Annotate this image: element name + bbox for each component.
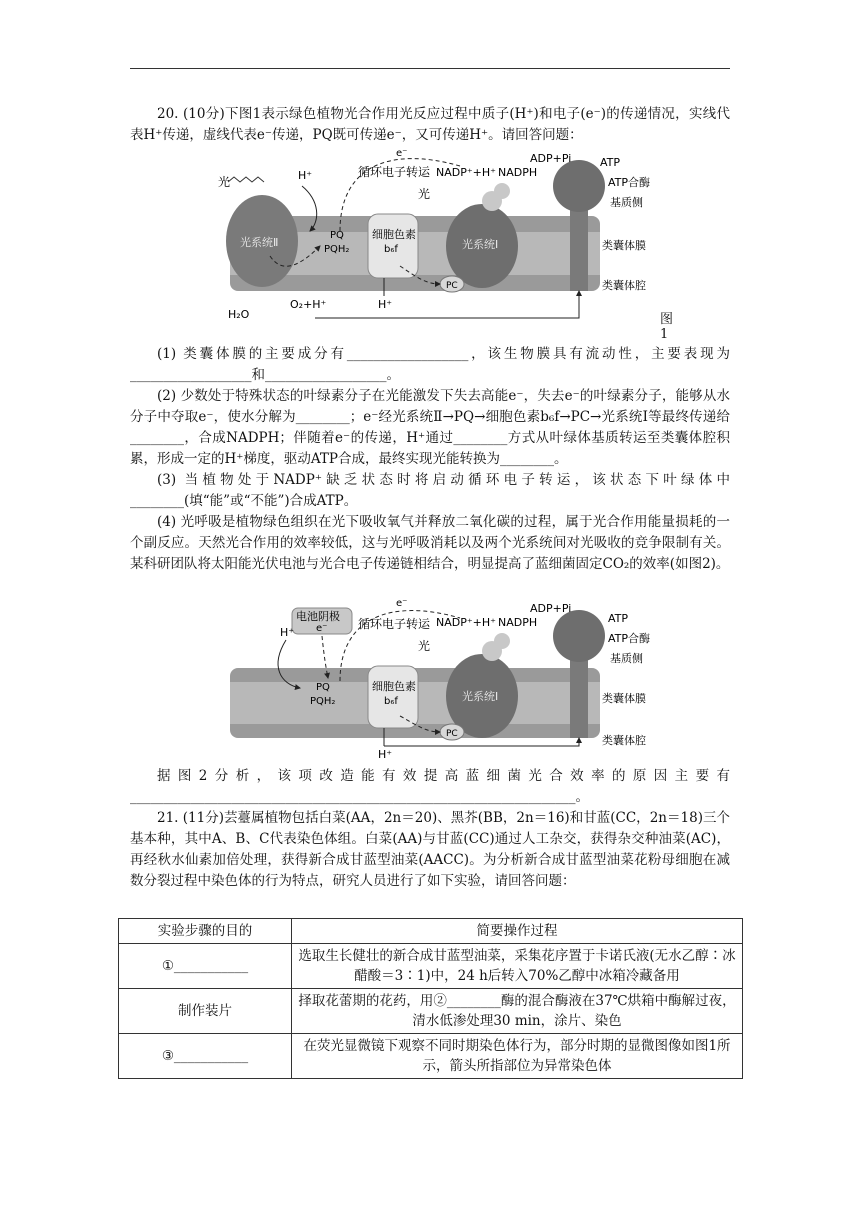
e-minus-label-top: e⁻ xyxy=(396,148,408,159)
cycle-label: 循环电子转运 xyxy=(358,165,431,179)
lumen-label: 类囊体腔 xyxy=(602,279,646,292)
light-label-1: 光 xyxy=(218,175,231,189)
atp-synthase-head-2 xyxy=(553,610,605,662)
q20-part3: (3) 当植物处于NADP⁺缺乏状态时将启动循环电子转运，该状态下叶绿体中________(填“能”或“不能”)合成ATP。 xyxy=(130,472,730,509)
table-cell: 制作装片 xyxy=(119,989,292,1034)
stroma-label-2: 基质侧 xyxy=(610,652,643,665)
e-minus-label-top-2: e⁻ xyxy=(396,598,408,609)
q20-intro: 20. (10分)下图1表示绿色植物光合作用光反应过程中质子(H⁺)和电子(e⁻)的传递情况，实线代表H⁺传递，虚线代表e⁻传递，PQ既可传递e⁻，又可传递H⁺。请回答问题： xyxy=(130,106,730,143)
light-label-2: 光 xyxy=(418,187,431,201)
figure-2-diagram xyxy=(200,596,680,762)
table-row xyxy=(119,944,743,989)
figure-1-caption: 图1 xyxy=(660,312,674,342)
psi-label: 光系统Ⅰ xyxy=(462,238,499,251)
battery-e-label: e⁻ xyxy=(316,623,328,634)
figure-1-diagram xyxy=(200,146,680,336)
q20-part2: (2) 少数处于特殊状态的叶绿素分子在光能激发下失去高能e⁻，失去e⁻的叶绿素分子，能够从水分子中夺取e⁻，使水分解为________；e⁻经光系统Ⅱ→PQ→细胞色素b₆f→PC→光系统Ⅰ等最终传递给________，合成NADPH；伴随着e⁻的传递，H⁺通过________方式从叶绿体基质转运至类囊体腔积累，形成一定的H⁺梯度，驱动ATP合成，最终实现光能转换为________。 xyxy=(130,388,730,467)
light-wave-1 xyxy=(228,177,264,182)
table-row xyxy=(119,1034,743,1079)
atp-synthase-label-2: ATP合酶 xyxy=(608,632,651,645)
nadph-label-2: NADPH xyxy=(498,616,538,629)
membrane-label: 类囊体膜 xyxy=(602,239,646,252)
stroma-label: 基质侧 xyxy=(610,196,643,209)
h-plus-label-3: H⁺ xyxy=(280,626,295,639)
pqh2-label-2: PQH₂ xyxy=(310,696,336,707)
atp-synthase-head xyxy=(553,160,605,212)
membrane-label-2: 类囊体膜 xyxy=(602,692,646,705)
nadp-label: NADP⁺+H⁺ xyxy=(436,166,496,179)
table-row xyxy=(119,989,743,1034)
q20-part1: (1) 类囊体膜的主要成分有__________________，该生物膜具有流动性，主要表现为__________________和__________________。 xyxy=(130,346,730,383)
atp-label-2: ATP xyxy=(608,612,629,625)
table-header-cell: 实验步骤的目的 xyxy=(119,919,292,944)
nadp-label-2: NADP⁺+H⁺ xyxy=(436,616,496,629)
psi-label-2: 光系统Ⅰ xyxy=(462,690,499,703)
table-cell: ①___________ xyxy=(119,944,292,989)
table-cell: ③___________ xyxy=(119,1034,292,1079)
pq-label-2: PQ xyxy=(316,682,330,693)
figure-1 xyxy=(200,146,680,342)
b6f-label-2: b₆f xyxy=(384,696,398,707)
nadph-label: NADPH xyxy=(498,166,538,179)
adp-label-2: ADP+Pi xyxy=(530,602,572,615)
figure-2 xyxy=(200,596,680,762)
adp-label: ADP+Pi xyxy=(530,152,572,165)
pqh2-label: PQH₂ xyxy=(324,244,350,255)
battery-label: 电池阴极 xyxy=(296,610,340,623)
h-plus-label-1: H⁺ xyxy=(298,169,313,182)
q20-part4-tail: 据图2分析，该项改造能有效提高蓝细菌光合效率的原因主要有__________________________________________________________________。 xyxy=(130,768,730,805)
header-rule xyxy=(130,68,730,69)
cycle-label-2: 循环电子转运 xyxy=(358,617,431,631)
table-cell: 选取生长健壮的新合成甘蓝型油菜，采集花序置于卡诺氏液(无水乙醇∶冰醋酸＝3∶1)中，24 h后转入70%乙醇中冰箱冷藏备用 xyxy=(292,944,743,989)
atp-synthase-label: ATP合酶 xyxy=(608,176,651,189)
b6f-label: b₆f xyxy=(384,244,398,255)
table-cell: 在荧光显微镜下观察不同时期染色体行为，部分时期的显微图像如图1所示，箭头所指部位为异常染色体 xyxy=(292,1034,743,1079)
pc-label: PC xyxy=(446,281,458,291)
psii-label: 光系统Ⅱ xyxy=(240,236,279,249)
atp-label: ATP xyxy=(600,156,621,169)
cyt-label-2: 细胞色素 xyxy=(372,680,416,693)
q21-intro: 21. (11分)芸薹属植物包括白菜(AA，2n＝20)、黑芥(BB，2n＝16)和甘蓝(CC，2n＝18)三个基本种，其中A、B、C代表染色体组。白菜(AA)与甘蓝(CC)通过人工杂交，获得杂交种油菜(AC)，再经秋水仙素加倍处理，获得新合成甘蓝型油菜(AACC)。为分析新合成甘蓝型油菜花粉母细胞在减数分裂过程中染色体的行为特点，研究人员进行了如下实验，请回答问题： xyxy=(130,810,730,889)
experiment-table xyxy=(118,918,743,1079)
light-label-3: 光 xyxy=(418,639,431,653)
pq-label: PQ xyxy=(330,230,344,241)
h-plus-label-4: H⁺ xyxy=(378,748,393,761)
o2h-label: O₂+H⁺ xyxy=(290,298,327,311)
table-header-cell: 简要操作过程 xyxy=(292,919,743,944)
pc-label-2: PC xyxy=(446,729,458,739)
h2o-label: H₂O xyxy=(228,308,250,321)
lumen-label-2: 类囊体腔 xyxy=(602,734,646,747)
table-cell: 择取花蕾期的花药，用②________酶的混合酶液在37℃烘箱中酶解过夜，清水低渗处理30 min，涂片、染色 xyxy=(292,989,743,1034)
table-header-row xyxy=(119,919,743,944)
cyt-label: 细胞色素 xyxy=(372,228,416,241)
q20-part4: (4) 光呼吸是植物绿色组织在光下吸收氧气并释放二氧化碳的过程，属于光合作用能量损耗的一个副反应。天然光合作用的效率较低，这与光呼吸消耗以及两个光系统间对光吸收的竞争限制有关。某科研团队将太阳能光伏电池与光合电子传递链相结合，明显提高了蓝细菌固定CO₂的效率(如图2)。 xyxy=(130,514,730,572)
h-plus-label-2: H⁺ xyxy=(378,298,393,311)
